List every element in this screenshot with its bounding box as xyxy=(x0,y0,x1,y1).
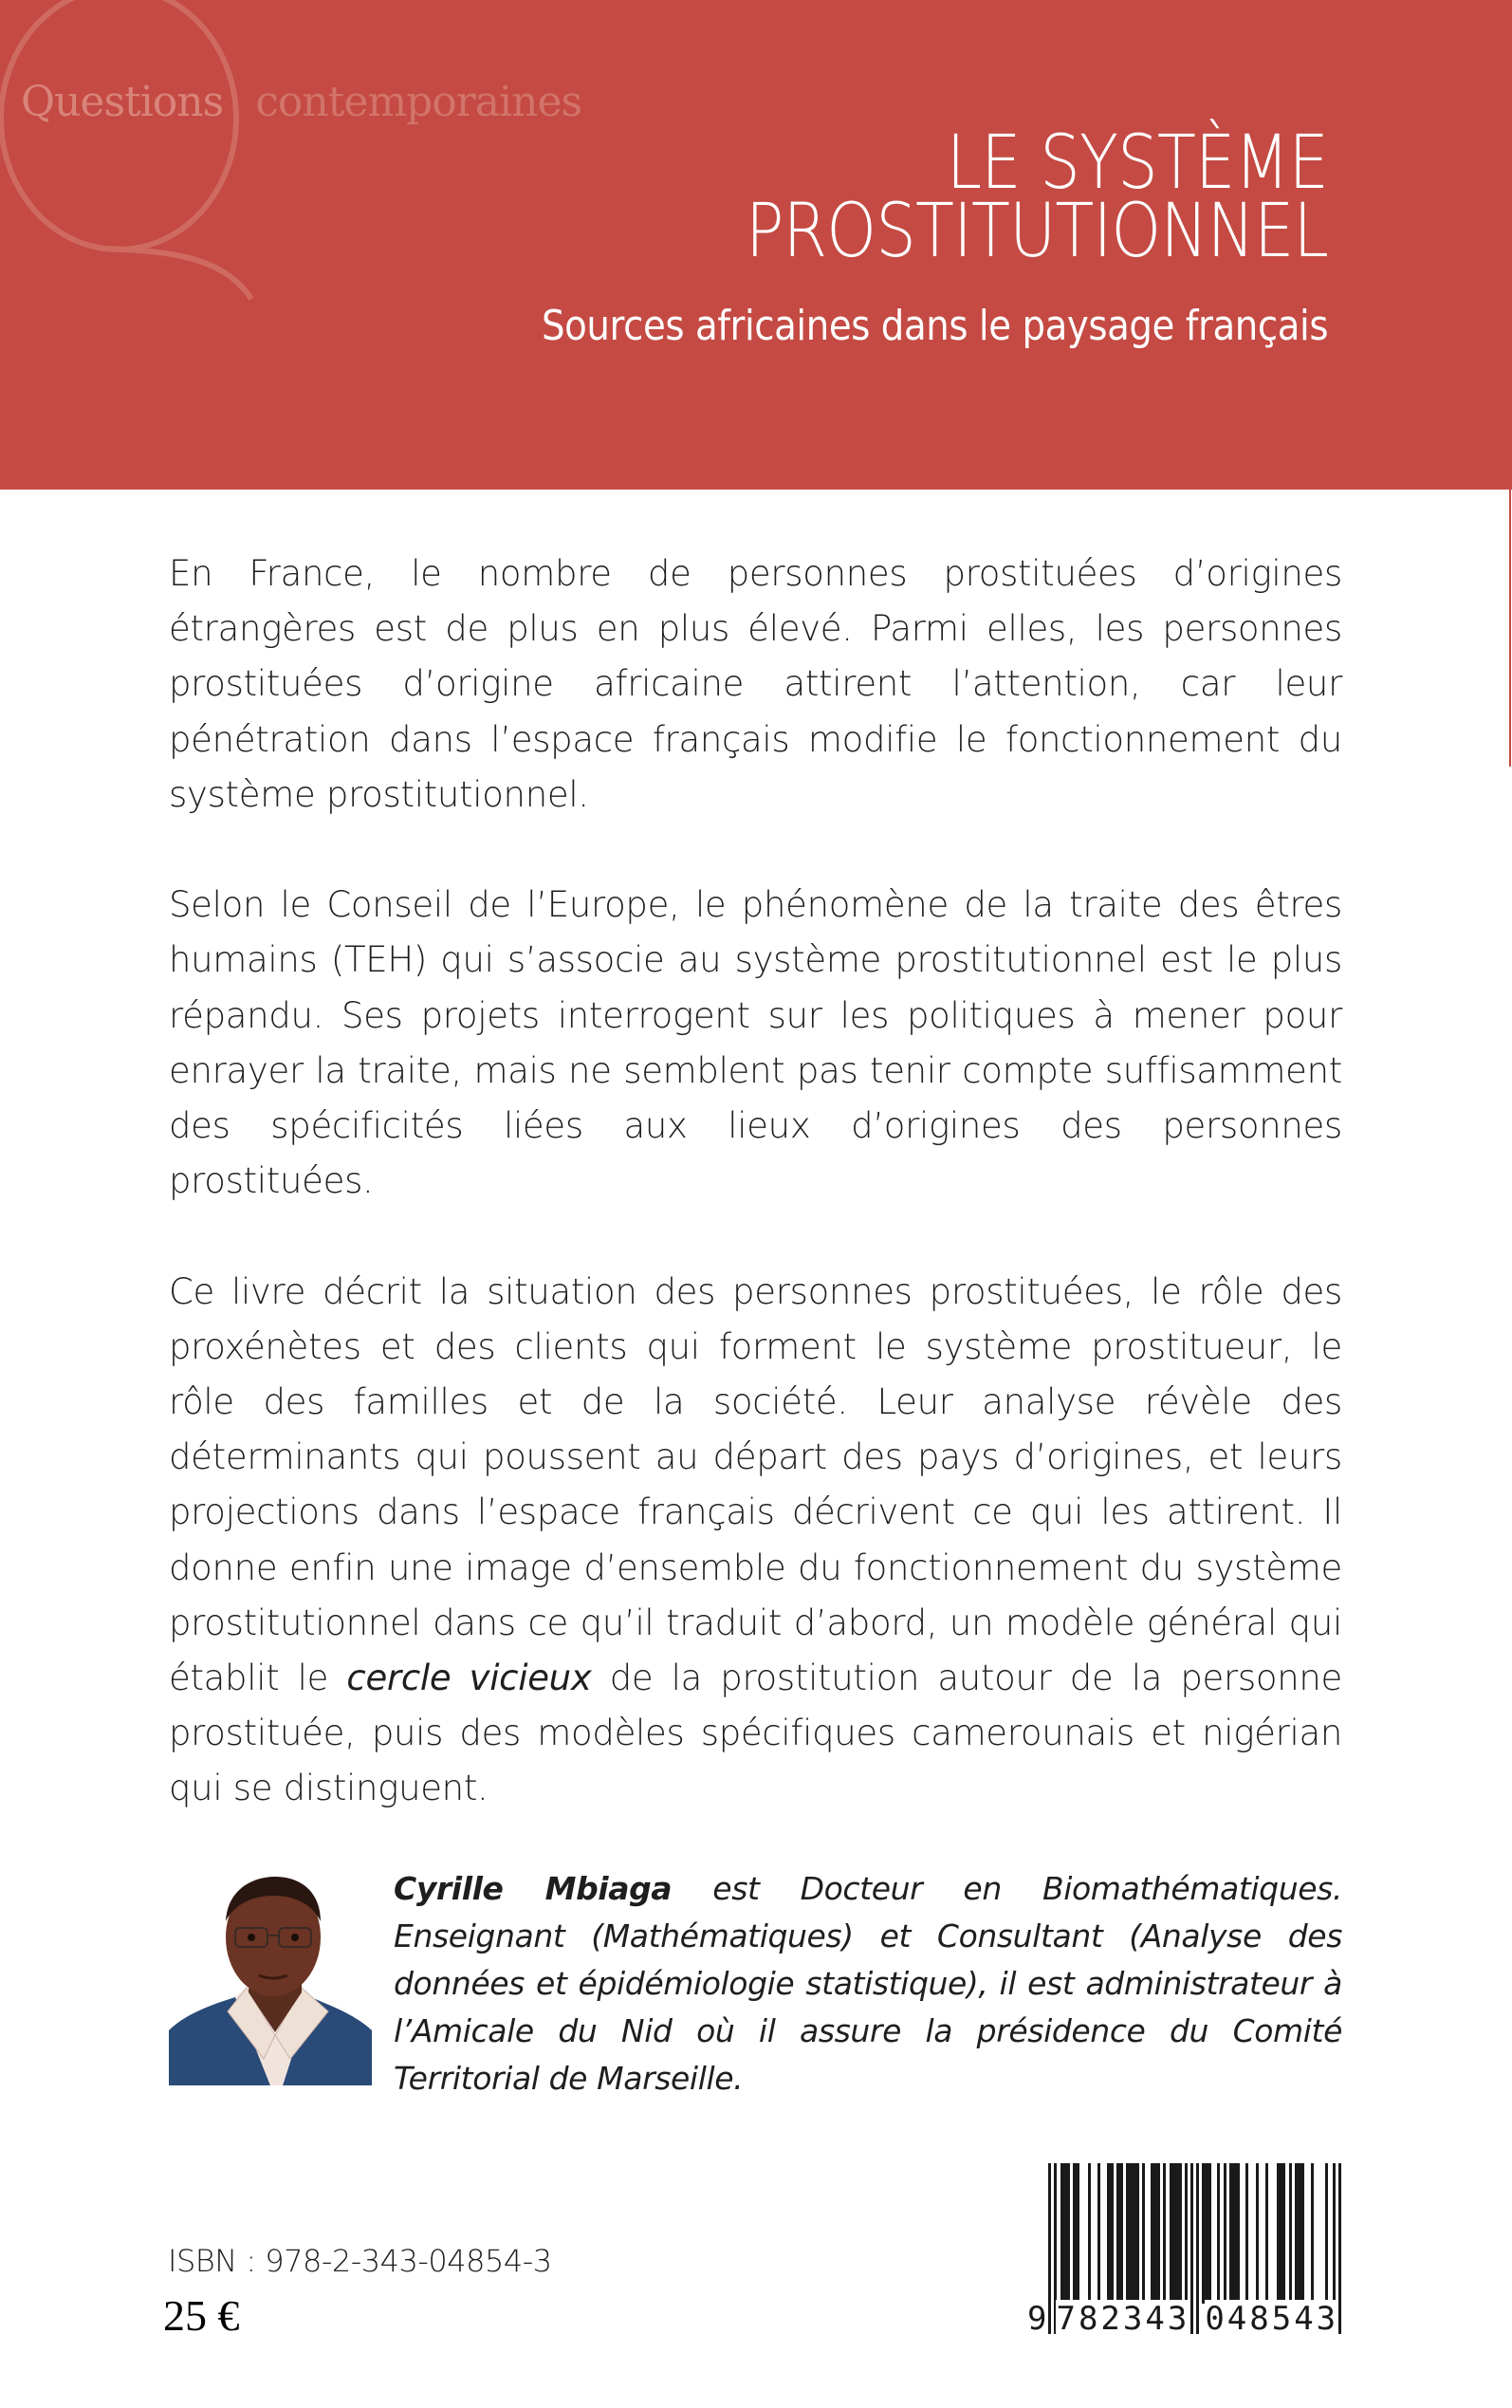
blurb-paragraph-3-start: Ce livre décrit la situation des personnes prostituées, le rôle des proxénètes et des clients qui forment le système prostitueur, le rôle des familles et de la société. Leur analyse révèle des déterminants qui poussent au départ des pays d’origines, et leurs projections dans l’espace français décrivent ce qui les attirent. Il donne enfin une image d’ensemble du fonctionnement du système prostitutionnel dans ce qu’il traduit d’abord, un modèle général qui établit le xyxy=(169,1270,1342,1699)
author-bio xyxy=(394,1865,1342,2102)
blurb-italic-term: cercle vicieux xyxy=(346,1658,592,1699)
barcode-digits-left: 782343 xyxy=(1056,2300,1190,2338)
barcode-number xyxy=(1027,2300,1338,2338)
series-name xyxy=(21,78,581,126)
back-cover-blurb xyxy=(169,546,1342,1872)
series-q-logo-icon xyxy=(0,0,285,313)
blurb-paragraph-3 xyxy=(169,1265,1342,1817)
author-name: Cyrille Mbiaga xyxy=(394,1870,673,1907)
blurb-paragraph-1: En France, le nombre de personnes prostituées d’origines étrangères est de plus en plus élevé. Parmi elles, les personnes prostituées d’origine africaine attirent l’attention, car leur pénétration dans l’espace français modifie le fonctionnement du système prostitutionnel. xyxy=(169,553,1342,815)
author-photo xyxy=(169,1869,372,2085)
spine-edge-line xyxy=(1509,490,1511,767)
barcode-digits-right: 048543 xyxy=(1205,2300,1339,2338)
cover-header-band xyxy=(0,0,1512,490)
isbn: ISBN : 978-2-343-04854-3 xyxy=(168,2243,552,2279)
series-word-contemporaines: contemporaines xyxy=(255,78,582,126)
author-portrait-icon xyxy=(169,1869,372,2085)
book-subtitle: Sources africaines dans le paysage français xyxy=(541,302,1328,350)
author-bio-text: est Docteur en Biomathématiques. Enseignant (Mathématiques) et Consultant (Analyse des données et épidémiologie statistique), il est administrateur à l’Amicale du Nid où il assure la présidence du Comité Territorial de Marseille. xyxy=(394,1870,1342,2097)
price: 25 € xyxy=(163,2291,240,2340)
series-word-questions: Questions xyxy=(21,78,224,126)
book-title-line-2: PROSTITUTIONNEL xyxy=(745,189,1328,274)
blurb-paragraph-3-end: de la prostitution autour de la personne prostituée, puis des modèles spécifiques camerounais et nigérian qui se distinguent. xyxy=(169,1658,1342,1809)
blurb-paragraph-2: Selon le Conseil de l’Europe, le phénomène de la traite des êtres humains (TEH) qui s’associe au système prostitutionnel est le plus répandu. Ses projets interrogent sur les politiques à mener pour enrayer la traite, mais ne semblent pas tenir compte suffisamment des spécificités liées aux lieux d’origines des personnes prostituées. xyxy=(169,884,1342,1202)
book-title-line-1: LE SYSTÈME xyxy=(946,120,1328,206)
book-title xyxy=(745,120,1328,274)
barcode-digit-lead: 9 xyxy=(1027,2300,1047,2338)
